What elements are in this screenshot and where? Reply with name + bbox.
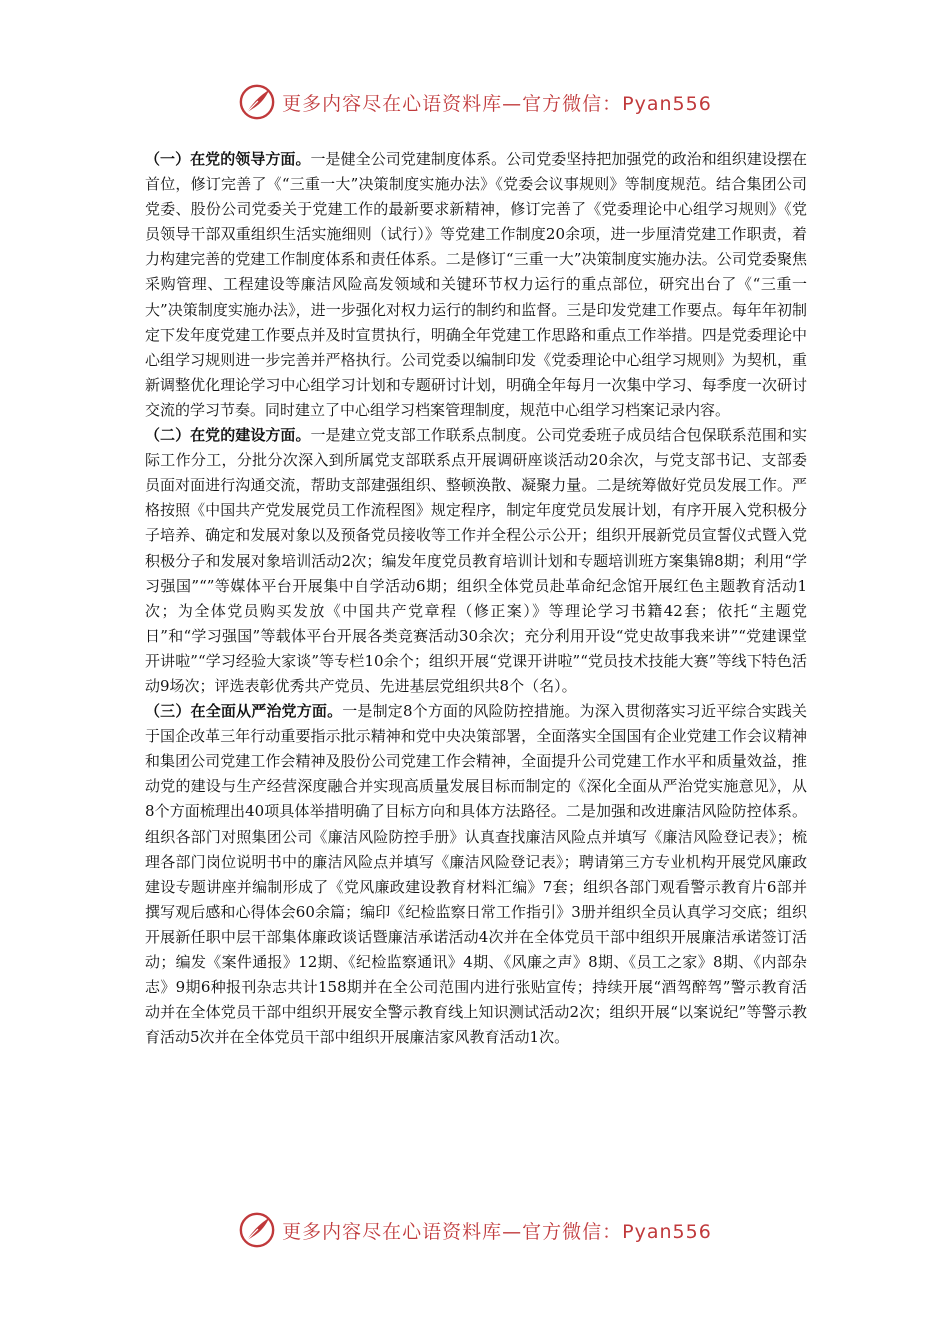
document-body [145, 147, 807, 1050]
section-heading: （三）在全面从严治党方面。 [145, 702, 343, 721]
header-banner [0, 80, 950, 124]
section-body: 一是健全公司党建制度体系。公司党委坚持把加强党的政治和组织建设摆在首位，修订完善了《“三重一大”决策制度实施办法》《党委会议事规则》等制度规范。结合集团公司党委、股份公司党委关于党建工作的最新要求新精神，修订完善了《党委理论中心组学习规则》《党员领导干部双重组织生活实施细则（试行）》等党建工作制度20余项，进一步厘清党建工作职责，着力构建完善的党建工作制度体系和责任体系。二是修订“三重一大”决策制度实施办法。公司党委聚焦采购管理、工程建设等廉洁风险高发领域和关键环节权力运行的重点部位，研究出台了《“三重一大”决策制度实施办法》，进一步强化对权力运行的制约和监督。三是印发党建工作要点。每年年初制定下发年度党建工作要点并及时宣贯执行，明确全年党建工作思路和重点工作举措。四是党委理论中心组学习规则进一步完善并严格执行。公司党委以编制印发《党委理论中心组学习规则》为契机，重新调整优化理论学习中心组学习计划和专题研讨计划，明确全年每月一次集中学习、每季度一次研讨交流的学习节奏。同时建立了中心组学习档案管理制度，规范中心组学习档案记录内容。 [145, 150, 807, 419]
header-banner-text: 更多内容尽在心语资料库—官方微信：Pyan556 [282, 92, 712, 115]
section-heading: （一）在党的领导方面。 [145, 150, 311, 168]
section-strict-governance [145, 699, 807, 1050]
section-leadership [145, 147, 807, 423]
footer-banner [0, 1208, 950, 1252]
quill-logo-icon [238, 83, 276, 121]
section-party-building [145, 423, 807, 699]
quill-logo-icon [238, 1211, 276, 1249]
footer-banner-text: 更多内容尽在心语资料库—官方微信：Pyan556 [282, 1220, 712, 1243]
section-body: 一是制定8个方面的风险防控措施。为深入贯彻落实习近平综合实践关于国企改革三年行动重要指示批示精神和党中央决策部署，全面落实全国国有企业党建工作会议精神和集团公司党建工作会精神及股份公司党建工作会精神，全面提升公司党建工作水平和质量效益，推动党的建设与生产经营深度融合并实现高质量发展目标而制定的《深化全面从严治党实施意见》，从8个方面梳理出40项具体举措明确了目标方向和具体方法路径。二是加强和改进廉洁风险防控体系。组织各部门对照集团公司《廉洁风险防控手册》认真查找廉洁风险点并填写《廉洁风险登记表》；梳理各部门岗位说明书中的廉洁风险点并填写《廉洁风险登记表》；聘请第三方专业机构开展党风廉政建设专题讲座并编制形成了《党风廉政建设教育材料汇编》7套；组织各部门观看警示教育片6部并撰写观后感和心得体会60余篇；编印《纪检监察日常工作指引》3册并组织全员认真学习交底；组织开展新任职中层干部集体廉政谈话暨廉洁承诺活动4次并在全体党员干部中组织开展廉洁承诺签订活动；编发《案件通报》12期、《纪检监察通讯》4期、《风廉之声》8期、《员工之家》8期、《内部杂志》9期6种报刊杂志共计158期并在全公司范围内进行张贴宣传；持续开展“酒驾醉驾”警示教育活动并在全体党员干部中组织开展安全警示教育线上知识测试活动2次；组织开展“以案说纪”等警示教育活动5次并在全体党员干部中组织开展廉洁家风教育活动1次。 [145, 702, 807, 1047]
section-heading: （二）在党的建设方面。 [145, 426, 311, 445]
section-body: 一是建立党支部工作联系点制度。公司党委班子成员结合包保联系范围和实际工作分工，分批分次深入到所属党支部联系点开展调研座谈活动20余次，与党支部书记、支部委员面对面进行沟通交流，帮助支部建强组织、整顿涣散、凝聚力量。二是统筹做好党员发展工作。严格按照《中国共产党发展党员工作流程图》规定程序，制定年度党员发展计划，有序开展入党积极分子培养、确定和发展对象以及预备党员接收等工作并全程公示公开；组织开展新党员宣誓仪式暨入党积极分子和发展对象培训活动2次；编发年度党员教育培训计划和专题培训班方案集锦8期；利用“学习强国”“”等媒体平台开展集中自学活动6期；组织全体党员赴革命纪念馆开展红色主题教育活动1次；为全体党员购买发放《中国共产党章程（修正案）》等理论学习书籍42套；依托“主题党日”和“学习强国”等载体平台开展各类竞赛活动30余次；充分利用开设“党史故事我来讲”“党建课堂开讲啦”“学习经验大家谈”等专栏10余个；组织开展“党课开讲啦”“党员技术技能大赛”等线下特色活动9场次；评选表彰优秀共产党员、先进基层党组织共8个（名）。 [145, 426, 807, 695]
